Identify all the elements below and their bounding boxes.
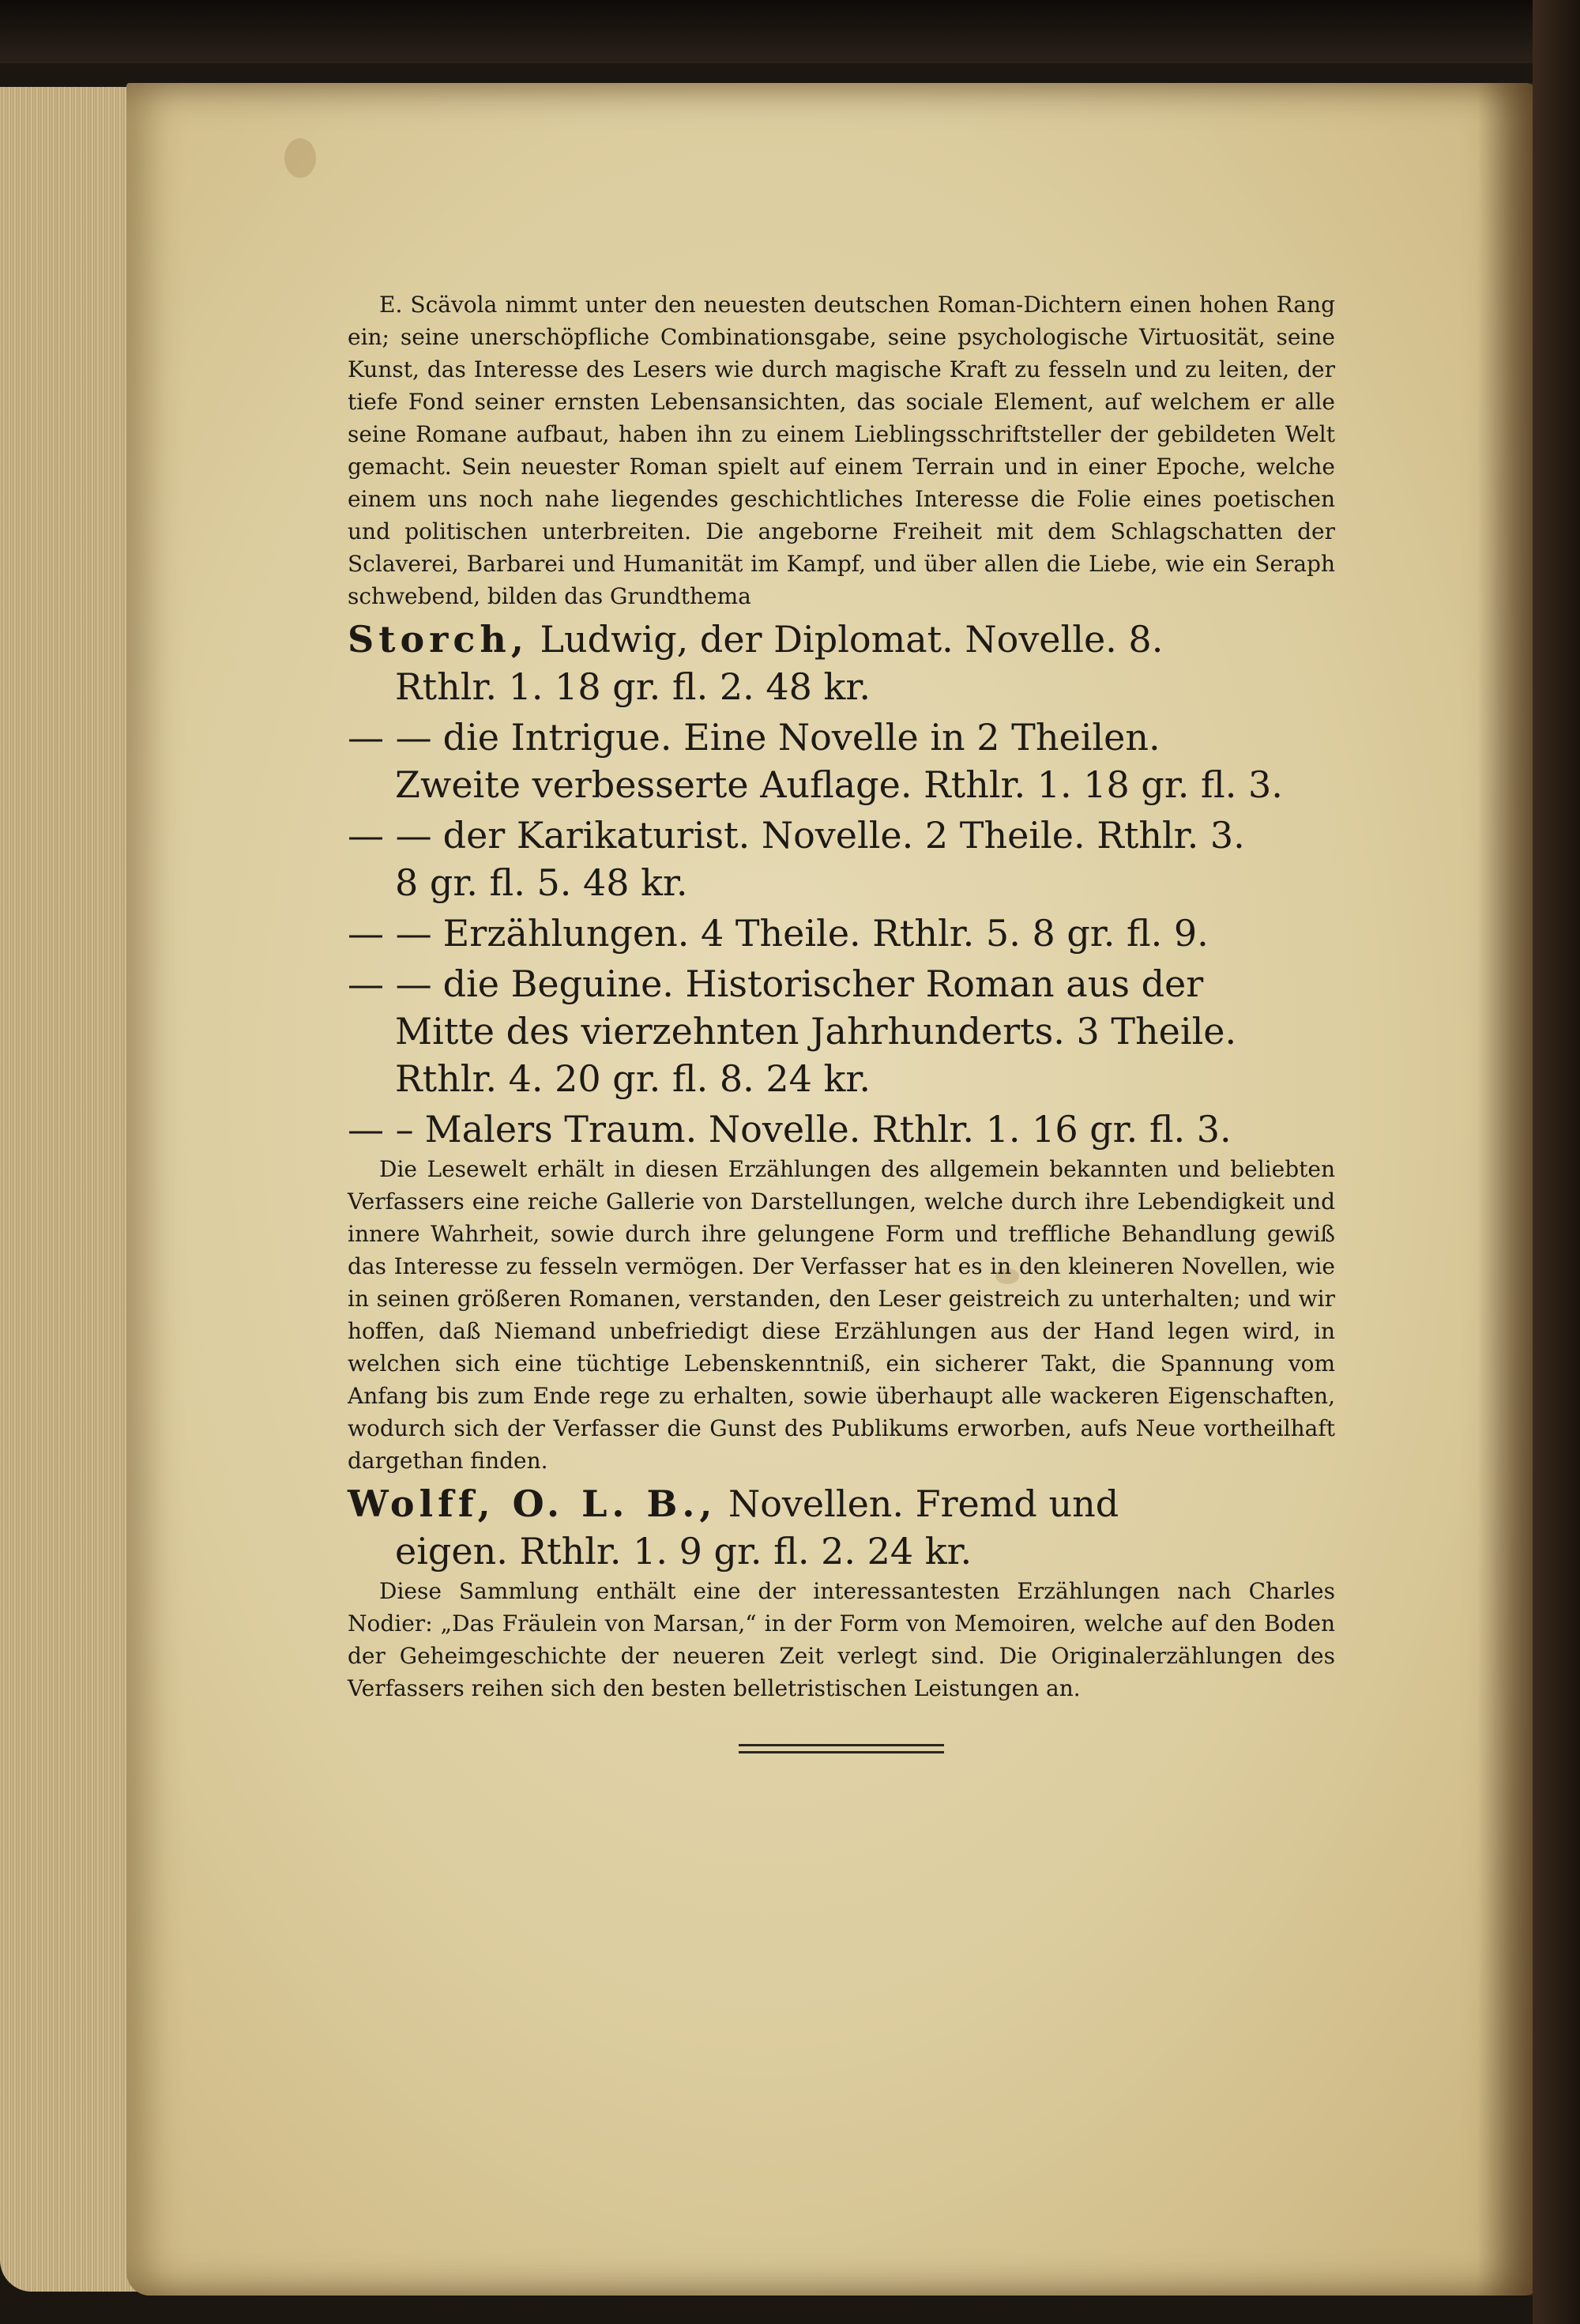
entry-erzaehlungen	[348, 910, 1335, 957]
entry-price: Mitte des vierzehnten Jahrhunderts. 3 Theile. Rthlr. 4. 20 gr. fl. 8. 24 kr.	[395, 1010, 1237, 1100]
entry-title: Ludwig, der Diplomat. Novelle. 8.	[540, 618, 1164, 661]
double-rule-divider	[739, 1744, 944, 1753]
ditto-dash: — —	[348, 912, 432, 955]
ditto-dash: — —	[348, 814, 432, 857]
description-scaevola: E. Scävola nimmt unter den neuesten deutschen Roman-Dichtern einen hohen Rang ein; seine unerschöpfliche Combinationsgabe, seine psychologische Virtuosität, seine Kunst, das Interesse des Lesers wie durch magische Kraft zu fesseln und zu leiten, der tiefe Fond seiner ernsten Lebensansichten, das sociale Element, auf welchem er alle seine Romane aufbaut, haben ihn zu einem Lieblingsschriftsteller der gebildeten Welt gemacht. Sein neuester Roman spielt auf einem Terrain und in einer Epoche, welche einem uns noch nahe liegendes geschichtliches Interesse die Folie eines poetischen und politischen unterbreiten. Die angeborne Freiheit mit dem Schlagschatten der Sclaverei, Barbarei und Humanität im Kampf, und über allen die Liebe, wie ein Seraph schwebend, bilden das Grundthema	[348, 292, 1335, 609]
text-column	[348, 288, 1335, 1753]
entry-wolff-novellen	[348, 1480, 1335, 1575]
entry-price: 8 gr. fl. 5. 48 kr.	[395, 861, 688, 904]
page-gutter	[1477, 83, 1533, 2296]
entry-title: die Intrigue. Eine Novelle in 2 Theilen.	[442, 716, 1161, 759]
entry-title: der Karikaturist. Novelle. 2 Theile. Rthlr. 3.	[442, 814, 1245, 857]
entry-beguine	[348, 960, 1335, 1102]
entry-karikaturist	[348, 812, 1335, 906]
description-wolff: Diese Sammlung enthält eine der interessantesten Erzählungen nach Charles Nodier: „Das Fräulein von Marsan,“ in der Form von Memoiren, welche auf den Boden der Geheimgeschichte der neueren Zeit verlegt sind. Die Originalerzählungen des Verfassers reihen sich den besten belletristischen Leistungen an.	[348, 1578, 1335, 1701]
entry-author: Storch,	[348, 618, 529, 661]
ditto-dash: — —	[348, 716, 432, 759]
entry-price: Rthlr. 1. 18 gr. fl. 2. 48 kr.	[395, 665, 871, 708]
entry-storch-diplomat	[348, 616, 1335, 710]
description-storch: Die Lesewelt erhält in diesen Erzählungen des allgemein bekannten und beliebten Verfassers eine reiche Gallerie von Darstellungen, welche durch ihre Lebendigkeit und innere Wahrheit, sowie durch ihre gelungene Form und treffliche Behandlung gewiß das Interesse zu fesseln vermögen. Der Verfasser hat es in den kleineren Novellen, wie in seinen größeren Romanen, verstanden, den Leser geistreich zu unterhalten; und wir hoffen, daß Niemand unbefriedigt diese Erzählungen aus der Hand legen wird, in welchen sich eine tüchtige Lebenskenntniß, ein sicherer Takt, die Spannung vom Anfang bis zum Ende rege zu erhalten, sowie überhaupt alle wackeren Eigenschaften, wodurch sich der Verfasser die Gunst des Publikums erworben, aufs Neue vortheilhaft dargethan finden.	[348, 1156, 1335, 1474]
entry-title: Novellen. Fremd und	[728, 1482, 1119, 1525]
entry-author: Wolff, O. L. B.,	[348, 1482, 717, 1525]
ditto-dash: — —	[348, 962, 432, 1005]
facing-page-edge	[1533, 0, 1580, 2324]
entry-intrigue	[348, 714, 1335, 808]
entry-title: die Beguine. Historischer Roman aus der	[442, 962, 1204, 1005]
entry-price: Zweite verbesserte Auflage. Rthlr. 1. 18 gr. fl. 3.	[395, 763, 1283, 806]
entry-title: Erzählungen. 4 Theile. Rthlr. 5. 8 gr. fl. 9.	[442, 912, 1209, 955]
entry-title: Malers Traum. Novelle. Rthlr. 1. 16 gr. fl. 3.	[424, 1108, 1232, 1151]
ditto-dash: — –	[348, 1108, 414, 1151]
entry-malers-traum	[348, 1106, 1335, 1153]
paper-stain	[284, 138, 316, 178]
entry-price: eigen. Rthlr. 1. 9 gr. fl. 2. 24 kr.	[395, 1530, 972, 1573]
top-shadow	[0, 0, 1580, 63]
page-edges	[0, 87, 138, 2292]
